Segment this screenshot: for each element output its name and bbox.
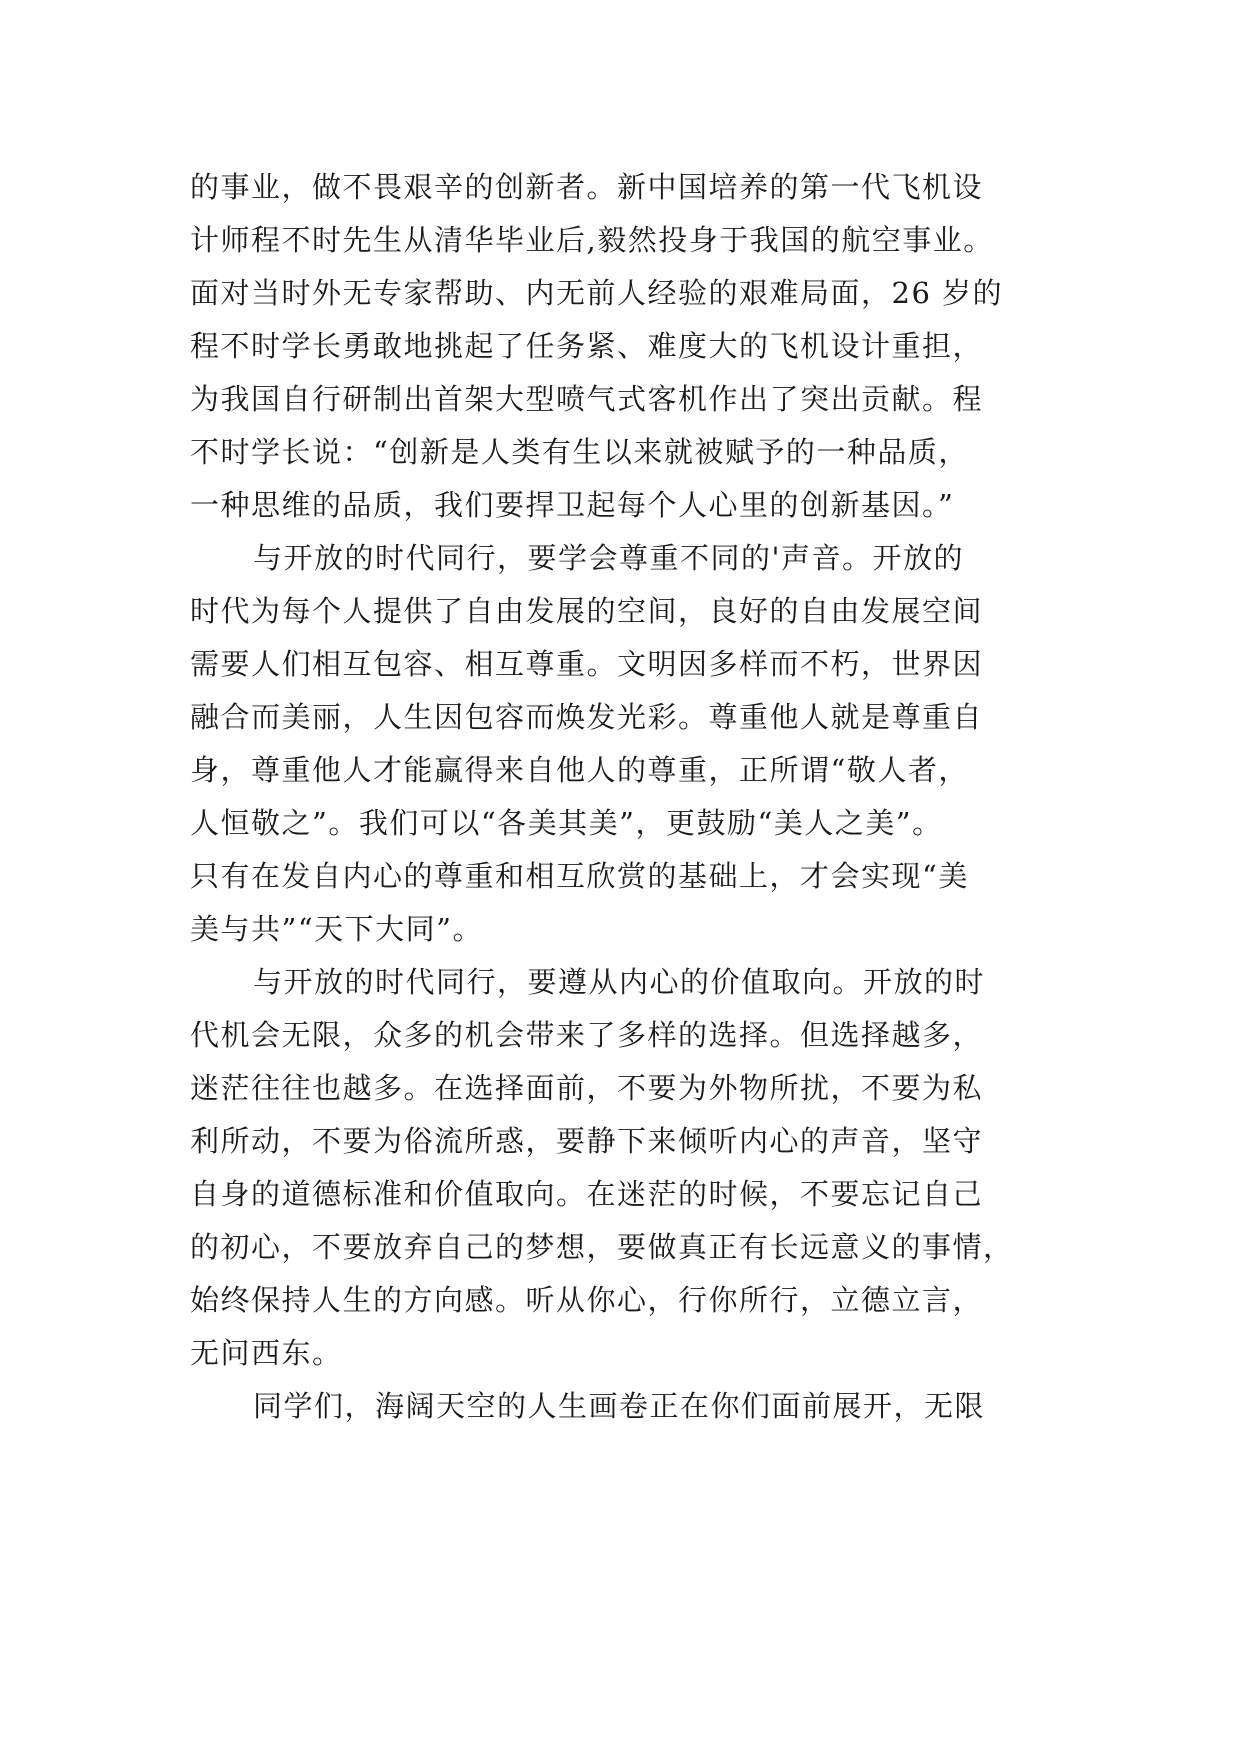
text-line: 的初心，不要放弃自己的梦想，要做真正有长远意义的事情，: [190, 1230, 1014, 1264]
text-line: 自身的道德标准和价值取向。在迷茫的时候，不要忘记自己: [190, 1177, 984, 1211]
text-line: 面对当时外无专家帮助、内无前人经验的艰难局面，26 岁的: [190, 276, 1004, 310]
text-line: 始终保持人生的方向感。听从你心，行你所行，立德立言，: [190, 1283, 984, 1317]
text-line: 只有在发自内心的尊重和相互欣赏的基础上，才会实现“美: [190, 859, 969, 893]
text-line: 人恒敬之”。我们可以“各美其美”，更鼓励“美人之美”。: [190, 806, 943, 840]
text-line: 的事业，做不畏艰辛的创新者。新中国培养的第一代飞机设: [190, 170, 984, 204]
text-line: 美与共”“天下大同”。: [190, 912, 483, 946]
text-line: 时代为每个人提供了自由发展的空间，良好的自由发展空间: [190, 594, 984, 628]
text-line: 计师程不时先生从清华毕业后,毅然投身于我国的航空事业。: [190, 223, 994, 257]
text-line: 身，尊重他人才能赢得来自他人的尊重，正所谓“敬人者，: [190, 753, 969, 787]
text-line: 利所动，不要为俗流所惑，要静下来倾听内心的声音，坚守: [190, 1124, 984, 1158]
paragraph-start-line: 与开放的时代同行，要学会尊重不同的'声音。开放的: [253, 541, 964, 575]
text-line: 融合而美丽，人生因包容而焕发光彩。尊重他人就是尊重自: [190, 700, 984, 734]
text-line: 迷茫往往也越多。在选择面前，不要为外物所扰，不要为私: [190, 1071, 984, 1105]
text-line: 不时学长说：“创新是人类有生以来就被赋予的一种品质，: [190, 435, 969, 469]
text-line: 为我国自行研制出首架大型喷气式客机作出了突出贡献。程: [190, 382, 984, 416]
text-line: 需要人们相互包容、相互尊重。文明因多样而不朽，世界因: [190, 647, 984, 681]
text-line: 程不时学长勇敢地挑起了任务紧、难度大的飞机设计重担，: [190, 329, 984, 363]
text-line: 无问西东。: [190, 1336, 343, 1370]
text-line: 代机会无限，众多的机会带来了多样的选择。但选择越多，: [190, 1018, 984, 1052]
paragraph-start-line: 与开放的时代同行，要遵从内心的价值取向。开放的时: [253, 965, 986, 999]
text-line: 一种思维的品质，我们要捍卫起每个人心里的创新基因。”: [190, 488, 955, 522]
paragraph-start-line: 同学们，海阔天空的人生画卷正在你们面前展开，无限: [253, 1389, 986, 1423]
